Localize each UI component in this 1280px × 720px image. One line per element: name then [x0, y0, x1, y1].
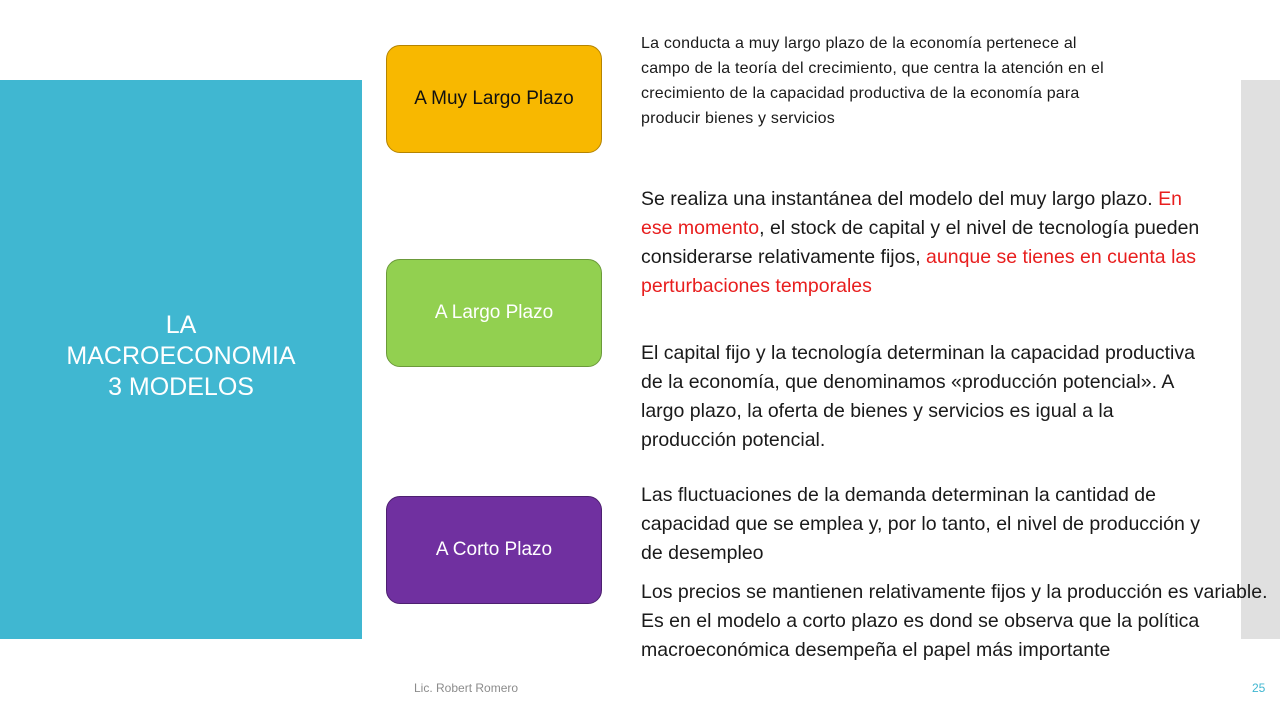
title-line-2: MACROECONOMIA [66, 342, 296, 370]
muy-largo-plazo-label: A Muy Largo Plazo [414, 88, 574, 109]
snapshot-description [641, 185, 1201, 301]
largo-plazo-label: A Largo Plazo [434, 302, 554, 323]
snapshot-highlight-1: En ese momento [641, 188, 1182, 239]
snapshot-highlight-2: aunque se tienes en cuenta las perturbaciones temporales [641, 246, 1196, 297]
snapshot-text-b: , el stock de capital y el nivel de tecnología pueden considerarse relativamente fijos, [641, 217, 1200, 268]
title-line-3: 3 MODELOS [108, 373, 254, 401]
corto-plazo-label: A Corto Plazo [435, 539, 553, 560]
largo-plazo-box[interactable] [386, 259, 602, 367]
right-accent-bar [1241, 80, 1280, 639]
snapshot-text-a: Se realiza una instantánea del modelo del muy largo plazo. [641, 188, 1159, 210]
muy-largo-plazo-box[interactable] [386, 45, 602, 153]
fluctuaciones-description: Las fluctuaciones de la demanda determinan la cantidad de capacidad que se emplea y, por lo tanto, el nivel de producción y de desempleo [641, 484, 1200, 564]
title-line-1: LA [165, 311, 197, 339]
capital-description: El capital fijo y la tecnología determinan la capacidad productiva de la economía, que denominamos «producción potencial». A largo plazo, la oferta de bienes y servicios es igual a la producción potencial. [641, 342, 1195, 451]
muy-largo-plazo-description: La conducta a muy largo plazo de la economía pertenece al campo de la teoría del crecimiento, que centra la atención en el crecimiento de la capacidad productiva de la economía para producir bienes y servicios [641, 35, 1104, 127]
slide-title [40, 310, 322, 403]
corto-plazo-box[interactable] [386, 496, 602, 604]
page-number: 25 [1252, 681, 1266, 695]
precios-description: Los precios se mantienen relativamente fijos y la producción es variable. Es en el modelo a corto plazo es dond se observa que la política macroeconómica desempeña el papel más importante [641, 581, 1268, 661]
footer-author: Lic. Robert Romero [414, 681, 519, 695]
